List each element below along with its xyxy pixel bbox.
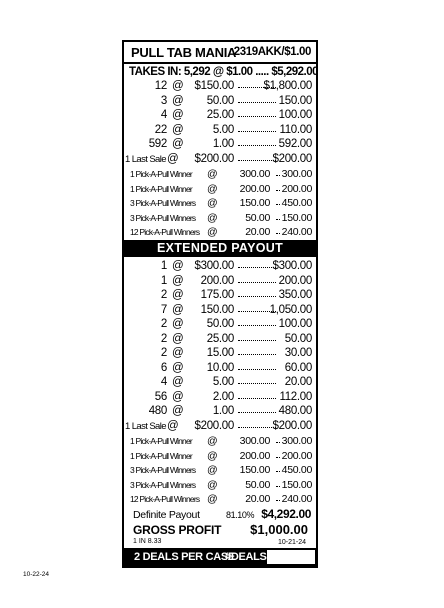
pick-a-pull-label: 3 Pick-A-Pull Winners: [130, 212, 196, 223]
payout-price: $150.00: [194, 80, 234, 92]
payout-total: 112.00: [279, 390, 312, 403]
pick-a-pull-price: 20.00: [245, 226, 270, 238]
payout-quantity: 7: [160, 303, 167, 316]
last-sale-row: [124, 153, 316, 167]
dot-leader: [276, 204, 280, 205]
game-title: PULL TAB MANIA: [131, 45, 237, 60]
last-sale-label: 1 Last Sale: [125, 153, 166, 165]
pick-a-pull-label: 12 Pick-A-Pull Winners: [130, 227, 200, 237]
payout-total: 30.00: [284, 347, 312, 359]
pick-a-pull-price: 50.00: [245, 211, 270, 224]
payout-row: [124, 333, 316, 347]
payout-total: 60.00: [284, 361, 312, 374]
dot-leader: [238, 340, 276, 341]
payout-total: 150.00: [278, 94, 312, 107]
payout-price: 1.00: [212, 138, 234, 150]
pick-a-pull-label: 1 Pick-A-Pull Winner: [130, 436, 192, 446]
pick-a-pull-label: 1 Pick-A-Pull Winner: [130, 183, 192, 194]
dot-leader: [276, 500, 280, 501]
pick-a-pull-total: 200.00: [281, 182, 312, 195]
dot-leader: [238, 102, 276, 103]
payout-total: 592.00: [278, 138, 312, 150]
pick-a-pull-price: 150.00: [239, 197, 270, 209]
pick-a-pull-price: 200.00: [239, 182, 270, 195]
at-symbol: @: [172, 138, 184, 150]
payout-row: [124, 347, 316, 361]
definite-payout-percent: 81.10%: [226, 510, 255, 520]
payout-price: 50.00: [206, 94, 234, 107]
at-symbol: @: [172, 123, 184, 136]
payout-total: 100.00: [278, 109, 312, 121]
at-symbol: @: [207, 478, 218, 491]
payout-total: 1,050.00: [269, 303, 312, 316]
pick-a-pull-row: [124, 479, 316, 493]
dot-leader: [276, 486, 280, 487]
payout-price: 1.00: [212, 405, 234, 417]
payout-row: [124, 80, 316, 94]
dot-leader: [238, 369, 276, 370]
payout-price: 25.00: [206, 332, 234, 345]
at-symbol: @: [172, 361, 184, 374]
payout-price: $300.00: [194, 260, 234, 272]
pick-a-pull-total: 300.00: [281, 435, 312, 447]
deals-label: #DEALS: [225, 551, 267, 563]
title-divider: [124, 62, 316, 64]
payout-row: [124, 318, 316, 332]
dot-leader: [238, 267, 276, 268]
dot-leader: [276, 190, 280, 191]
deals-per-case: 2 DEALS PER CASE: [134, 551, 235, 563]
pick-a-pull-total: 240.00: [281, 493, 312, 505]
at-symbol: @: [207, 493, 218, 505]
pick-a-pull-row: [124, 464, 316, 478]
payout-quantity: 2: [160, 332, 167, 345]
dot-leader: [238, 427, 276, 428]
payout-total: 100.00: [278, 318, 312, 330]
gross-profit-label: GROSS PROFIT: [133, 523, 222, 537]
payout-row: [124, 95, 316, 109]
payout-quantity: 480: [148, 405, 167, 417]
payout-row: [124, 124, 316, 138]
payout-total: 480.00: [278, 405, 312, 417]
payout-quantity: 4: [160, 376, 167, 388]
at-symbol: @: [172, 405, 184, 417]
at-symbol: @: [172, 80, 184, 92]
payout-price: 5.00: [212, 123, 234, 136]
pick-a-pull-total: 450.00: [281, 197, 312, 209]
pull-tab-card: [122, 40, 318, 568]
payout-price: 200.00: [200, 274, 234, 287]
payout-price: 50.00: [206, 318, 234, 330]
payout-quantity: 4: [160, 109, 167, 121]
dot-leader: [238, 398, 276, 399]
at-symbol: @: [167, 419, 179, 432]
at-symbol: @: [172, 390, 184, 403]
pick-a-pull-total: 240.00: [281, 226, 312, 238]
at-symbol: @: [172, 318, 184, 330]
card-date: 10-21-24: [277, 539, 306, 546]
at-symbol: @: [207, 449, 218, 462]
gross-profit-amount: $1,000.00: [250, 522, 308, 537]
at-symbol: @: [167, 152, 179, 165]
last-sale-total: $200.00: [272, 152, 312, 165]
game-code: 2319AKK/$1.00: [233, 46, 311, 58]
payout-total: 110.00: [279, 123, 312, 136]
payout-total: 200.00: [278, 274, 312, 287]
payout-row: [124, 138, 316, 152]
payout-row: [124, 391, 316, 405]
dot-leader: [238, 145, 276, 146]
pick-a-pull-price: 300.00: [239, 435, 270, 447]
last-sale-row: [124, 420, 316, 434]
pick-a-pull-price: 20.00: [245, 493, 270, 505]
at-symbol: @: [172, 376, 184, 388]
last-sale-price: $200.00: [194, 419, 234, 432]
at-symbol: @: [172, 274, 184, 287]
deals-bar: [124, 548, 316, 566]
payout-price: 175.00: [200, 289, 234, 301]
payout-quantity: 3: [160, 94, 167, 107]
at-symbol: @: [207, 211, 218, 224]
payout-row: [124, 109, 316, 123]
pick-a-pull-row: [124, 183, 316, 197]
dot-leader: [238, 282, 276, 283]
pick-a-pull-total: 150.00: [281, 478, 312, 491]
odds-text: 1 IN 8.33: [133, 538, 162, 545]
pick-a-pull-row: [124, 197, 316, 211]
pick-a-pull-price: 200.00: [239, 449, 270, 462]
pick-a-pull-label: 3 Pick-A-Pull Winners: [130, 198, 196, 208]
at-symbol: @: [207, 182, 218, 195]
payout-quantity: 2: [160, 289, 167, 301]
payout-price: 5.00: [212, 376, 234, 388]
pick-a-pull-row: [124, 450, 316, 464]
at-symbol: @: [207, 168, 218, 180]
payout-row: [124, 289, 316, 303]
dot-leader: [276, 219, 280, 220]
deals-entry-box: [267, 550, 315, 564]
payout-quantity: 592: [148, 138, 167, 150]
dot-leader: [238, 325, 276, 326]
payout-quantity: 6: [160, 361, 167, 374]
definite-payout-amount: $4,292.00: [261, 507, 311, 521]
payout-quantity: 2: [160, 318, 167, 330]
payout-price: 150.00: [200, 303, 234, 316]
at-symbol: @: [207, 226, 218, 238]
pick-a-pull-row: [124, 212, 316, 226]
dot-leader: [238, 131, 276, 132]
at-symbol: @: [207, 435, 218, 447]
last-sale-price: $200.00: [194, 152, 234, 165]
payout-price: 15.00: [206, 347, 234, 359]
at-symbol: @: [207, 464, 218, 476]
footer-date: 10-22-24: [23, 571, 50, 578]
pick-a-pull-price: 300.00: [239, 168, 270, 180]
pick-a-pull-total: 300.00: [281, 168, 312, 180]
payout-quantity: 1: [160, 274, 167, 287]
dot-leader: [276, 175, 280, 176]
payout-total: 20.00: [284, 376, 312, 388]
at-symbol: @: [172, 260, 184, 272]
pick-a-pull-label: 12 Pick-A-Pull Winners: [130, 494, 200, 504]
payout-row: [124, 376, 316, 390]
definite-payout-label: Definite Payout: [133, 509, 200, 521]
at-symbol: @: [172, 94, 184, 107]
at-symbol: @: [207, 197, 218, 209]
takes-in-line: TAKES IN: 5,292 @ $1.00 ..... $5,292.00: [129, 66, 319, 78]
dot-leader: [276, 457, 280, 458]
dot-leader: [238, 296, 276, 297]
payout-row: [124, 275, 316, 289]
payout-price: 2.00: [212, 390, 234, 403]
pick-a-pull-label: 1 Pick-A-Pull Winner: [130, 169, 192, 179]
pick-a-pull-total: 150.00: [281, 211, 312, 224]
at-symbol: @: [172, 347, 184, 359]
pick-a-pull-label: 3 Pick-A-Pull Winners: [130, 465, 196, 475]
at-symbol: @: [172, 289, 184, 301]
payout-row: [124, 362, 316, 376]
at-symbol: @: [172, 332, 184, 345]
payout-price: 25.00: [206, 109, 234, 121]
pick-a-pull-total: 450.00: [281, 464, 312, 476]
dot-leader: [238, 383, 276, 384]
payout-quantity: 22: [154, 123, 167, 136]
pick-a-pull-row: [124, 493, 316, 507]
payout-total: $300.00: [272, 260, 312, 272]
pick-a-pull-row: [124, 226, 316, 240]
payout-quantity: 2: [160, 347, 167, 359]
dot-leader: [238, 160, 276, 161]
dot-leader: [238, 412, 276, 413]
pick-a-pull-label: 1 Pick-A-Pull Winner: [130, 450, 192, 461]
payout-price: 10.00: [206, 361, 234, 374]
payout-row: [124, 405, 316, 419]
dot-leader: [238, 354, 276, 355]
payout-total: 50.00: [284, 332, 312, 345]
payout-total: $1,800.00: [263, 80, 312, 92]
dot-leader: [276, 233, 280, 234]
dot-leader: [238, 116, 276, 117]
last-sale-total: $200.00: [272, 419, 312, 432]
pick-a-pull-price: 50.00: [245, 478, 270, 491]
pick-a-pull-row: [124, 168, 316, 182]
extended-payout-banner: EXTENDED PAYOUT: [124, 240, 316, 257]
at-symbol: @: [172, 109, 184, 121]
payout-quantity: 12: [154, 80, 167, 92]
payout-row: [124, 260, 316, 274]
payout-quantity: 56: [154, 390, 167, 403]
pick-a-pull-price: 150.00: [239, 464, 270, 476]
payout-total: 350.00: [278, 289, 312, 301]
payout-row: [124, 304, 316, 318]
pick-a-pull-label: 3 Pick-A-Pull Winners: [130, 479, 196, 490]
pick-a-pull-total: 200.00: [281, 449, 312, 462]
last-sale-label: 1 Last Sale: [125, 420, 166, 432]
dot-leader: [276, 471, 280, 472]
at-symbol: @: [172, 303, 184, 316]
dot-leader: [276, 442, 280, 443]
payout-quantity: 1: [160, 260, 167, 272]
pick-a-pull-row: [124, 435, 316, 449]
